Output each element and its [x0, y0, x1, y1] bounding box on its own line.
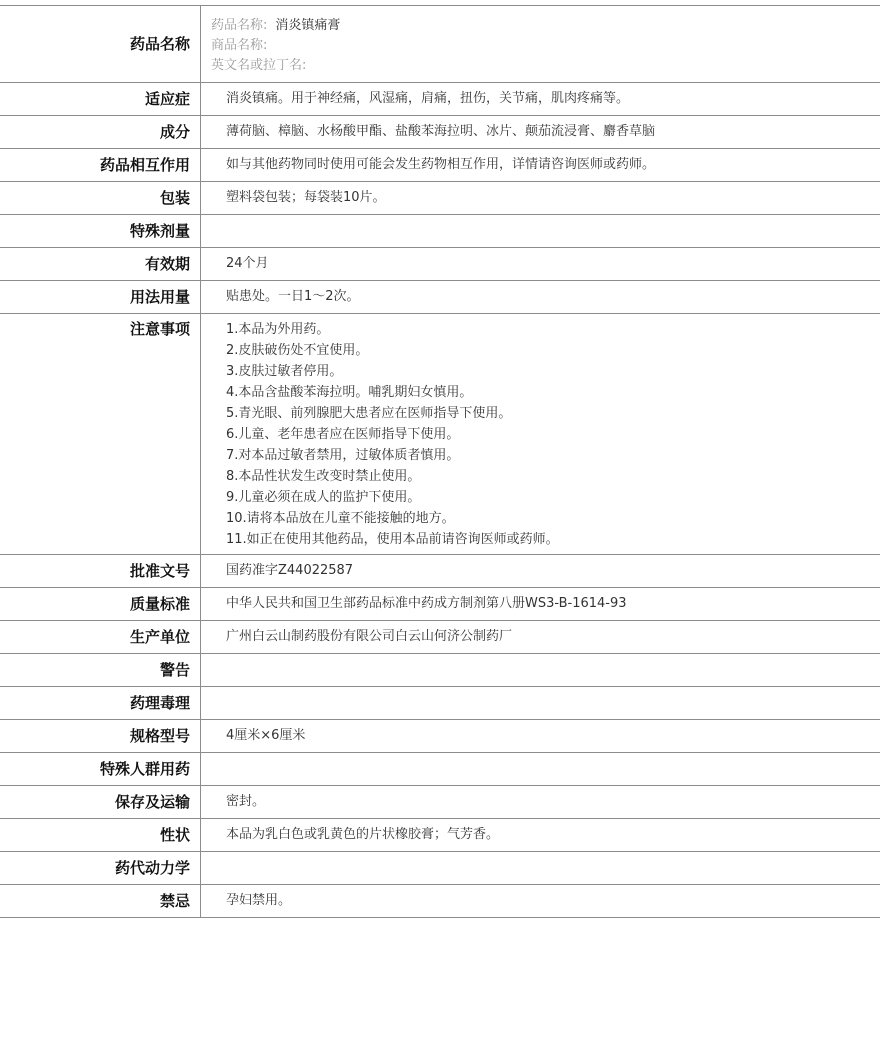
row-special-dosage: [0, 215, 880, 248]
row-value: [201, 687, 880, 720]
precaution-item: 7.对本品过敏者禁用，过敏体质者慎用。: [226, 448, 460, 463]
row-label: 药品名称: [0, 6, 201, 83]
row-label: 成分: [0, 116, 201, 149]
name-line-generic: [211, 16, 880, 36]
row-pharmacology: [0, 687, 880, 720]
row-label: 注意事项: [0, 314, 201, 555]
row-label: 批准文号: [0, 555, 201, 588]
row-label: 特殊人群用药: [0, 753, 201, 786]
row-label: 生产单位: [0, 621, 201, 654]
row-label: 质量标准: [0, 588, 201, 621]
row-precautions: [0, 314, 880, 555]
row-warning: [0, 654, 880, 687]
row-value: 消炎镇痛。用于神经痛，风湿痛，肩痛，扭伤，关节痛，肌肉疼痛等。: [201, 83, 880, 116]
row-drug-name: [0, 6, 880, 83]
row-shelf-life: [0, 248, 880, 281]
precaution-item: 4.本品含盐酸苯海拉明。哺乳期妇女慎用。: [226, 385, 473, 400]
row-label: 药理毒理: [0, 687, 201, 720]
row-storage: [0, 786, 880, 819]
row-special-populations: [0, 753, 880, 786]
row-label: 保存及运输: [0, 786, 201, 819]
name-key: 英文名或拉丁名:: [211, 58, 307, 73]
precaution-item: 8.本品性状发生改变时禁止使用。: [226, 469, 421, 484]
precaution-item: 9.儿童必须在成人的监护下使用。: [226, 490, 421, 505]
precaution-item: 1.本品为外用药。: [226, 322, 330, 337]
row-value: [201, 753, 880, 786]
name-key: 商品名称:: [211, 38, 268, 53]
row-value: 国药准字Z44022587: [201, 555, 880, 588]
precaution-item: 2.皮肤破伤处不宜使用。: [226, 343, 369, 358]
row-label: 特殊剂量: [0, 215, 201, 248]
row-value: 如与其他药物同时使用可能会发生药物相互作用，详情请咨询医师或药师。: [201, 149, 880, 182]
row-appearance: [0, 819, 880, 852]
row-pharmacokinetics: [0, 852, 880, 885]
row-label: 警告: [0, 654, 201, 687]
name-line-latin: [211, 56, 880, 76]
row-value: 中华人民共和国卫生部药品标准中药成方制剂第八册WS3-B-1614-93: [201, 588, 880, 621]
row-value: 4厘米×6厘米: [201, 720, 880, 753]
row-label: 适应症: [0, 83, 201, 116]
name-key: 药品名称:: [211, 18, 268, 33]
row-value: [201, 215, 880, 248]
row-value: [201, 654, 880, 687]
precaution-item: 3.皮肤过敏者停用。: [226, 364, 343, 379]
row-value: 孕妇禁用。: [201, 885, 880, 918]
row-value: 本品为乳白色或乳黄色的片状橡胶膏；气芳香。: [201, 819, 880, 852]
row-approval-number: [0, 555, 880, 588]
row-value: 密封。: [201, 786, 880, 819]
row-value: 塑料袋包装；每袋装10片。: [201, 182, 880, 215]
row-label: 禁忌: [0, 885, 201, 918]
row-ingredients: [0, 116, 880, 149]
precaution-item: 11.如正在使用其他药品，使用本品前请咨询医师或药师。: [226, 532, 559, 547]
row-label: 性状: [0, 819, 201, 852]
row-interactions: [0, 149, 880, 182]
row-usage-dosage: [0, 281, 880, 314]
precaution-item: 5.青光眼、前列腺肥大患者应在医师指导下使用。: [226, 406, 512, 421]
row-label: 包装: [0, 182, 201, 215]
row-label: 有效期: [0, 248, 201, 281]
row-value: 24个月: [201, 248, 880, 281]
row-indications: [0, 83, 880, 116]
drug-info-table: [0, 5, 880, 918]
row-manufacturer: [0, 621, 880, 654]
precaution-item: 6.儿童、老年患者应在医师指导下使用。: [226, 427, 460, 442]
name-line-trade: [211, 36, 880, 56]
row-specification: [0, 720, 880, 753]
row-value: 广州白云山制药股份有限公司白云山何济公制药厂: [201, 621, 880, 654]
row-label: 药品相互作用: [0, 149, 201, 182]
precaution-item: 10.请将本品放在儿童不能接触的地方。: [226, 511, 455, 526]
row-value: 贴患处。一日1～2次。: [201, 281, 880, 314]
row-value: 薄荷脑、樟脑、水杨酸甲酯、盐酸苯海拉明、冰片、颠茄流浸膏、麝香草脑: [201, 116, 880, 149]
row-label: 用法用量: [0, 281, 201, 314]
name-value: 消炎镇痛膏: [275, 18, 341, 33]
row-packaging: [0, 182, 880, 215]
precautions-list: [201, 314, 880, 555]
name-block: [201, 6, 880, 83]
row-contraindications: [0, 885, 880, 918]
row-value: [201, 852, 880, 885]
row-quality-standard: [0, 588, 880, 621]
row-label: 规格型号: [0, 720, 201, 753]
row-label: 药代动力学: [0, 852, 201, 885]
